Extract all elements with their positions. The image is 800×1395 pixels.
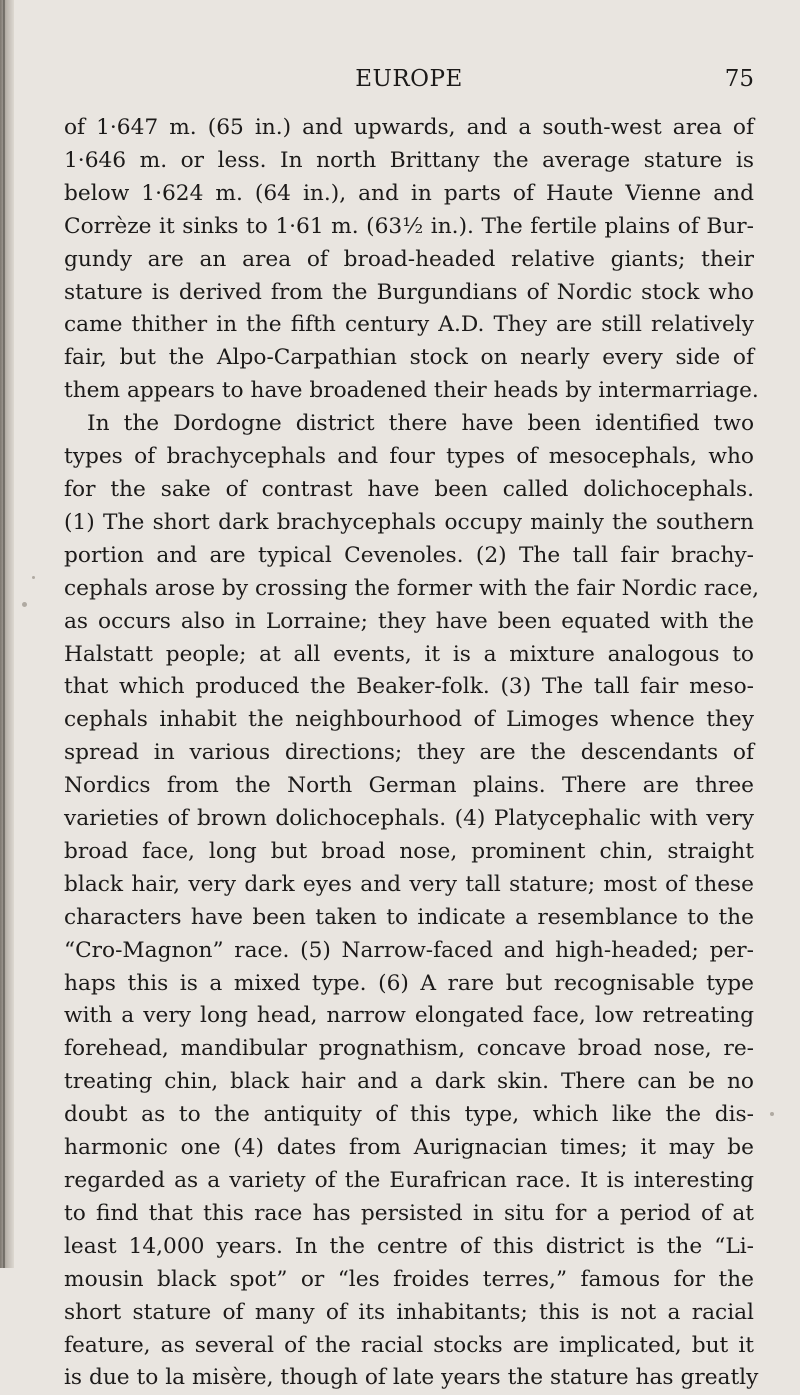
text-line: them appears to have broadened their heads by intermarriage. xyxy=(64,378,759,404)
text-line: fair, but the Alpo-Carpathian stock on nearly every side of xyxy=(64,345,754,371)
text-line: varieties of brown dolichocephals. (4) Platycephalic with very xyxy=(64,806,754,832)
text-line: characters have been taken to indicate a resemblance to the xyxy=(64,904,754,930)
paper-speck xyxy=(22,602,27,607)
text-line: cephals inhabit the neighbourhood of Limoges whence they xyxy=(64,707,754,733)
running-header xyxy=(64,66,754,100)
text-line: 1·646 m. or less. In north Brittany the average stature is xyxy=(64,147,754,173)
text-line: feature, as several of the racial stocks are implicated, but it xyxy=(64,1332,754,1358)
text-line: broad face, long but broad nose, prominent chin, straight xyxy=(64,838,754,864)
text-line: forehead, mandibular prognathism, concave broad nose, re- xyxy=(64,1036,754,1062)
text-line: Halstatt people; at all events, it is a mixture analogous to xyxy=(64,641,754,667)
text-line: to find that this race has persisted in situ for a period of at xyxy=(64,1200,754,1226)
text-line: “Cro-Magnon” race. (5) Narrow-faced and high-headed; per- xyxy=(64,937,754,963)
text-line: doubt as to the antiquity of this type, which like the dis- xyxy=(64,1102,754,1128)
text-line: least 14,000 years. In the centre of this district is the “Li- xyxy=(64,1233,754,1259)
text-line: came thither in the fifth century A.D. They are still relatively xyxy=(64,312,754,338)
paper-speck xyxy=(32,576,35,579)
text-line: black hair, very dark eyes and very tall stature; most of these xyxy=(64,871,754,897)
text-line: short stature of many of its inhabitants; this is not a racial xyxy=(64,1299,754,1325)
text-line: (1) The short dark brachycephals occupy mainly the southern xyxy=(64,509,754,535)
binding-edge xyxy=(3,0,5,1268)
text-line: cephals arose by crossing the former with the fair Nordic race, xyxy=(64,575,760,601)
text-line: stature is derived from the Burgundians of Nordic stock who xyxy=(64,279,754,305)
paper-speck xyxy=(770,1112,774,1116)
text-line: treating chin, black hair and a dark skin. There can be no xyxy=(64,1069,754,1095)
page-number: 75 xyxy=(724,66,754,92)
text-line: mousin black spot” or “les froides terres,” famous for the xyxy=(64,1266,754,1292)
text-line: types of brachycephals and four types of mesocephals, who xyxy=(64,444,754,470)
text-line: haps this is a mixed type. (6) A rare but recognisable type xyxy=(64,970,754,996)
text-line: of 1·647 m. (65 in.) and upwards, and a south-west area of xyxy=(64,115,754,140)
text-line: harmonic one (4) dates from Aurignacian times; it may be xyxy=(64,1135,754,1161)
body-text xyxy=(64,112,760,1395)
text-line: Corrèze it sinks to 1·61 m. (63½ in.). The fertile plains of Bur- xyxy=(64,213,754,239)
text-line: In the Dordogne district there have been identified two xyxy=(87,411,754,437)
text-line: with a very long head, narrow elongated face, low retreating xyxy=(64,1003,754,1029)
text-line: for the sake of contrast have been called dolichocephals. xyxy=(64,476,754,502)
chapter-title: EUROPE xyxy=(355,66,463,92)
text-line: is due to la misère, though of late years the stature has greatly xyxy=(64,1365,759,1391)
text-line: that which produced the Beaker-folk. (3) The tall fair meso- xyxy=(64,674,754,700)
text-line: below 1·624 m. (64 in.), and in parts of Haute Vienne and xyxy=(64,180,754,206)
text-line: gundy are an area of broad-headed relative giants; their xyxy=(64,246,754,272)
text-line: as occurs also in Lorraine; they have been equated with the xyxy=(64,608,754,634)
text-line: Nordics from the North German plains. There are three xyxy=(64,773,754,799)
text-line: regarded as a variety of the Eurafrican race. It is interesting xyxy=(64,1168,754,1193)
text-line: spread in various directions; they are the descendants of xyxy=(64,740,754,766)
text-line: portion and are typical Cevenoles. (2) The tall fair brachy- xyxy=(64,542,754,568)
